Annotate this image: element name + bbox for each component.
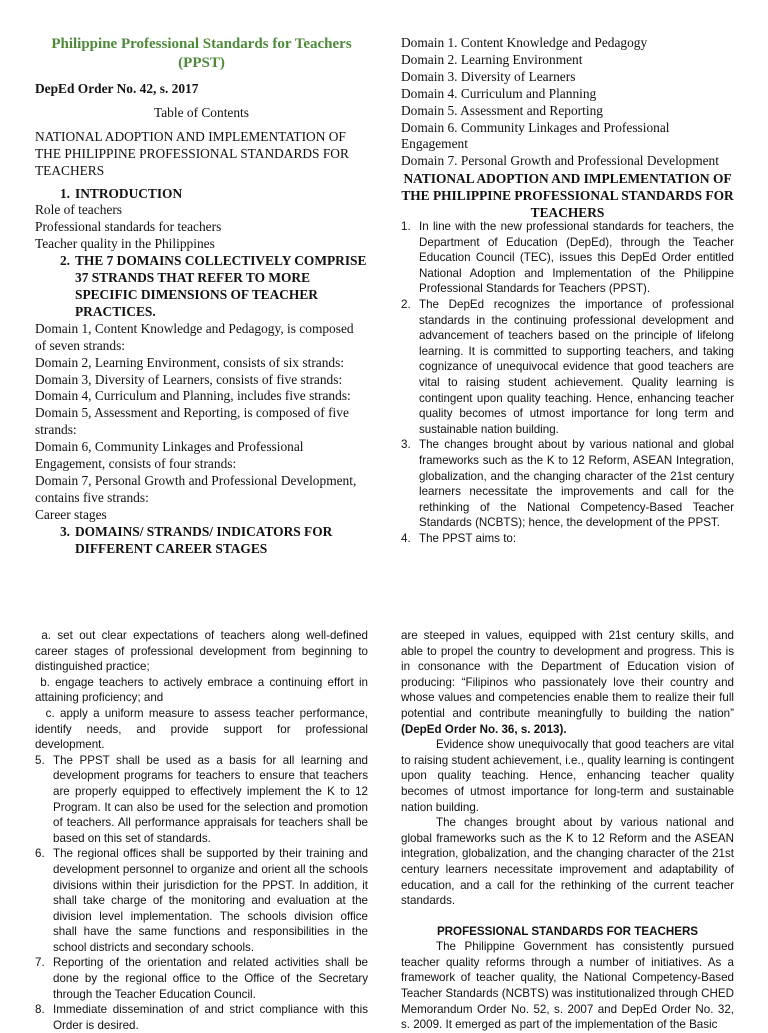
domain-line: Domain 2, Learning Environment, consists of six strands: <box>35 354 345 370</box>
item-number: 7. <box>35 956 45 970</box>
aim-subitem: b. engage teachers to actively embrace a continuing effort in attaining proficiency; and <box>35 675 372 705</box>
item-number: 8. <box>35 1003 45 1017</box>
domain-line: Domain 5, Assessment and Reporting, is composed of five strands: <box>35 405 349 438</box>
domain-toc-item: Domain 4. Curriculum and Planning <box>401 85 597 101</box>
item-number: 1. <box>401 220 411 233</box>
section-heading-domains <box>35 253 368 321</box>
intro-item: Professional standards for teachers <box>35 219 222 235</box>
item-number: 2. <box>401 297 411 311</box>
list-item <box>35 1002 368 1033</box>
adoption-heading: NATIONAL ADOPTION AND IMPLEMENTATION OF THE PHILIPPINE PROFESSIONAL STANDARDS FOR TEACHERS <box>401 171 734 221</box>
item-text: The changes brought about by various national and global frameworks such as the K to 12 Reform, ASEAN Integration, globalization, and the changing character of the 21st century learners necessitate the improvements and call for the rethinking of the National Competency-Based Teacher Standards (NCBTS); hence, the development of the PPST. <box>419 438 734 530</box>
item-number: 5. <box>35 753 45 767</box>
body-paragraph <box>401 628 734 737</box>
domain-line: Domain 1, Content Knowledge and Pedagogy, is composed of seven strands: <box>35 320 354 353</box>
aim-subitem: a. set out clear expectations of teachers along well-defined career stages of professional development from beginning to distinguished practice; <box>35 629 372 674</box>
item-text: Reporting of the orientation and related activities shall be done by the regional office to the Office of the Secretary through the Teacher Education Council. <box>53 956 368 1001</box>
section-number: 2. <box>59 253 70 269</box>
bottom-right-column <box>401 628 734 1033</box>
section-title: DOMAINS/ STRANDS/ INDICATORS FOR DIFFERENT CAREER STAGES <box>75 523 333 556</box>
item-number: 6. <box>35 847 45 861</box>
order-number: DepEd Order No. 42, s. 2017 <box>35 81 199 96</box>
domain-toc-item: Domain 6. Community Linkages and Professional Engagement <box>401 119 670 152</box>
domain-toc-item: Domain 3. Diversity of Learners <box>401 68 576 84</box>
section-heading-introduction <box>35 186 368 203</box>
item-number: 3. <box>401 438 411 452</box>
top-right-column <box>401 35 734 222</box>
paragraph-text: are steeped in values, equipped with 21st century skills, and able to propel the country to development and progress. This is in consonance with the Department of Education vision of producing: “Filipinos who passionately love their country and whose values and competencies enable them to realize their full potential and contribute meaningfully to building the nation” <box>401 629 734 720</box>
domain-toc-item: Domain 1. Content Knowledge and Pedagogy <box>401 35 648 50</box>
top-right-numbered-list <box>401 219 734 546</box>
table-of-contents-label: Table of Contents <box>153 104 249 120</box>
list-item <box>401 437 734 531</box>
citation: (DepEd Order No. 36, s. 2013). <box>401 722 567 736</box>
body-paragraph: The Philippine Government has consistently pursued teacher quality reforms through a number of initiatives. As a framework of teacher quality, the National Competency-Based Teacher Standards (NCBTS) was institutionalized through CHED Memorandum Order No. 52, s. 2007 and DepEd Order No. 32, s. 2009. It emerged as part of the implementation of the Basic <box>401 940 734 1032</box>
domain-line: Domain 6, Community Linkages and Professional Engagement, consists of four strands: <box>35 439 304 472</box>
career-stages-line: Career stages <box>35 506 107 522</box>
intro-item: Teacher quality in the Philippines <box>35 236 215 252</box>
section-number: 1. <box>59 185 70 201</box>
domain-toc-item: Domain 2. Learning Environment <box>401 51 583 67</box>
domain-line: Domain 4, Curriculum and Planning, includes five strands: <box>35 388 351 404</box>
adoption-title: NATIONAL ADOPTION AND IMPLEMENTATION OF THE PHILIPPINE PROFESSIONAL STANDARDS FOR TEACHERS <box>35 128 349 178</box>
intro-item: Role of teachers <box>35 202 122 218</box>
item-number: 4. <box>401 531 411 545</box>
list-item <box>35 846 368 955</box>
section-heading-career-stages <box>35 524 368 558</box>
section-title: THE 7 DOMAINS COLLECTIVELY COMPRISE 37 STRANDS THAT REFER TO MORE SPECIFIC DIMENSIONS OF TEACHER PRACTICES. <box>75 253 367 319</box>
bottom-left-column <box>35 628 372 1033</box>
section-heading: PROFESSIONAL STANDARDS FOR TEACHERS <box>436 924 699 938</box>
section-number: 3. <box>59 523 70 539</box>
body-paragraph: Evidence show unequivocally that good teachers are vital to raising student achievement, i.e., quality learning is contingent upon quality teaching. Hence, enhancing teacher quality becomes of utmost importance for long-term and sustainable nation building. <box>401 738 734 814</box>
list-item <box>35 753 368 847</box>
domain-toc-item: Domain 5. Assessment and Reporting <box>401 102 603 118</box>
list-item <box>35 955 368 1002</box>
item-text: The PPST shall be used as a basis for all learning and development programs for teachers to ensure that teachers are properly equipped to effectively implement the K to 12 Program. It can also be used for the selection and promotion of teachers. All performance appraisals for teachers shall be based on this set of standards. <box>53 753 368 845</box>
top-left-column <box>35 35 368 557</box>
domain-toc-item: Domain 7. Personal Growth and Professional Development <box>401 153 719 169</box>
document-title: Philippine Professional Standards for Teachers (PPST) <box>51 36 352 71</box>
domain-line: Domain 3, Diversity of Learners, consists of five strands: <box>35 371 343 387</box>
domain-line: Domain 7, Personal Growth and Professional Development, contains five strands: <box>35 472 357 505</box>
item-text: The PPST aims to: <box>419 531 517 545</box>
item-text: The regional offices shall be supported by their training and development personnel to organize and orient all the schools divisions within their jurisdiction for the PPST. In addition, it shall take charge of the monitoring and evaluation at the division level implementation. The schools division office shall have the same functions and responsibilities in the school districts and secondary schools. <box>53 847 368 954</box>
section-title: INTRODUCTION <box>75 185 183 201</box>
item-text: Immediate dissemination of and strict compliance with this Order is desired. <box>53 1003 368 1032</box>
list-item <box>401 297 734 437</box>
list-item <box>401 531 734 547</box>
aim-subitem: c. apply a uniform measure to assess teacher performance, identify needs, and provide support for professional development. <box>35 706 372 752</box>
body-paragraph: The changes brought about by various national and global frameworks such as the K to 12 Reform and the ASEAN integration, globalization, and the changing character of the 21st century learners necessitate improvement and adaptability of education, and a call for the rethinking of the current teacher standards. <box>401 816 734 908</box>
item-text: In line with the new professional standards for teachers, the Department of Education (DepEd), through the Teacher Education Council (TEC), issues this DepEd Order entitled National Adoption and Implementation of the Philippine Professional Standards for Teachers (PPST). <box>419 220 734 296</box>
list-item <box>401 219 734 297</box>
item-text: The DepEd recognizes the importance of professional standards in the continuing professional development and advancement of teachers based on the principle of lifelong learning. It is committed to supporting teachers, and taking cognizance of unequivocal evidence that good teachers are vital to raising student achievement. Quality learning is contingent upon quality teaching. Hence, enhancing teacher quality becomes of utmost importance for long term and sustainable nation building. <box>419 297 734 436</box>
